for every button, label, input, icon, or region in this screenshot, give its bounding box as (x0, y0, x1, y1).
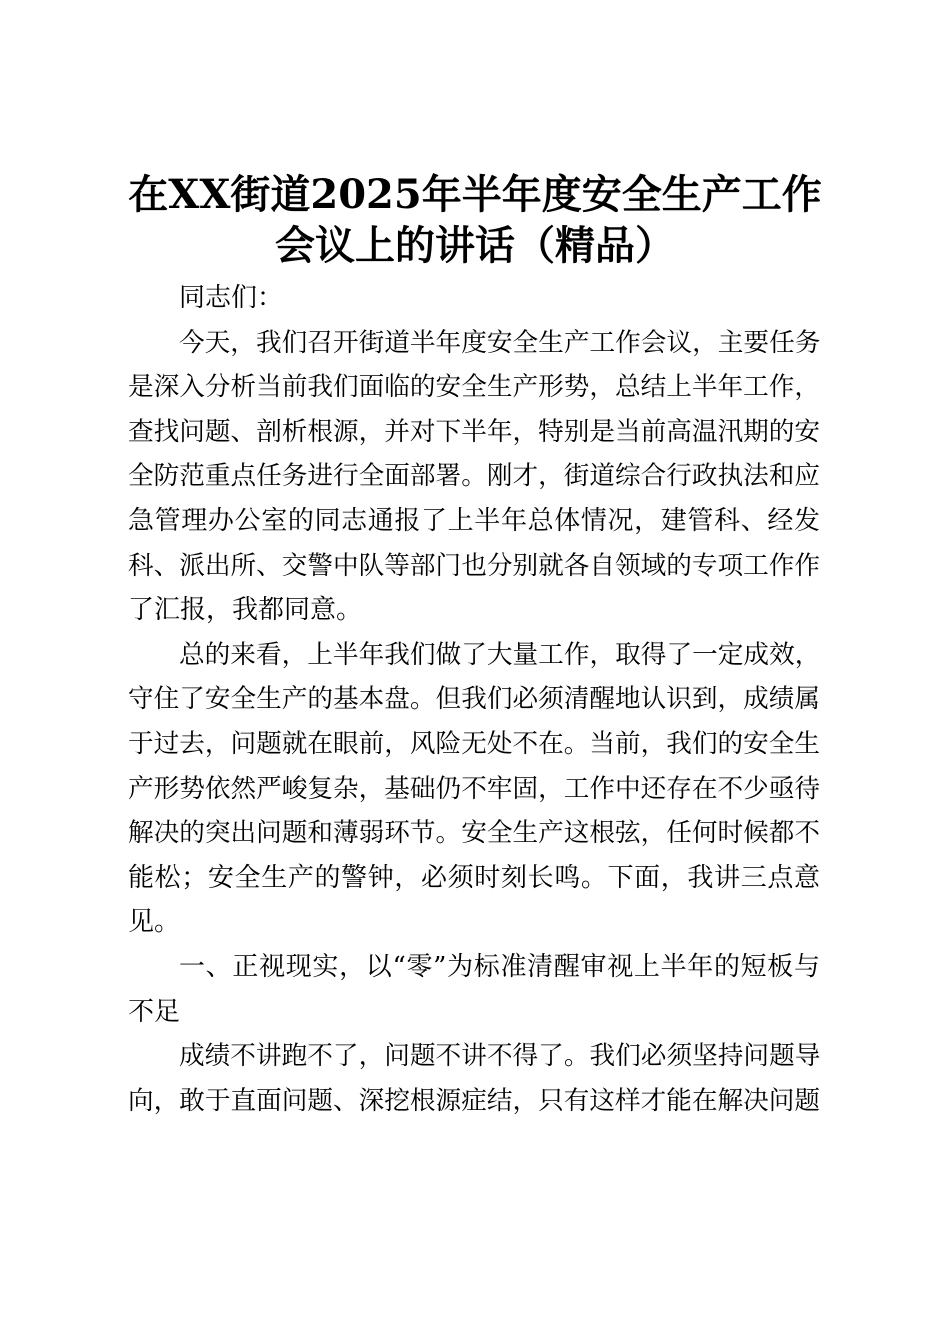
document-title-line-1: 在XX街道2025年半年度安全生产工作 (128, 171, 822, 218)
paragraph-1-line: 是深入分析当前我们面临的安全生产形势，总结上半年工作， (128, 372, 820, 403)
paragraph-3-line: 向，敢于直面问题、深挖根源症结，只有这样才能在解决问题 (128, 1085, 820, 1116)
section-heading-1-continued: 不足 (128, 996, 181, 1027)
paragraph-2-line: 于过去，问题就在眼前，风险无处不在。当前，我们的安全生 (128, 728, 820, 759)
paragraph-1-line: 科、派出所、交警中队等部门也分别就各自领域的专项工作作 (128, 550, 820, 581)
document-title-line-2: 会议上的讲话（精品） (275, 222, 675, 269)
paragraph-1-line: 急管理办公室的同志通报了上半年总体情况，建管科、经发 (128, 505, 820, 536)
paragraph-1-line: 查找问题、剖析根源，并对下半年，特别是当前高温汛期的安 (128, 416, 820, 447)
paragraph-2-line: 守住了安全生产的基本盘。但我们必须清醒地认识到，成绩属 (128, 684, 820, 715)
paragraph-2-line: 解决的突出问题和薄弱环节。安全生产这根弦，任何时候都不 (128, 818, 820, 849)
paragraph-1-line: 今天，我们召开街道半年度安全生产工作会议，主要任务 (179, 327, 821, 358)
paragraph-1-line: 了汇报，我都同意。 (128, 595, 363, 626)
paragraph-2-line: 见。 (128, 907, 181, 938)
paragraph-3-line: 成绩不讲跑不了，问题不讲不得了。我们必须坚持问题导 (179, 1041, 821, 1072)
paragraph-2-line: 总的来看，上半年我们做了大量工作，取得了一定成效， (179, 639, 821, 670)
salutation: 同志们： (179, 283, 284, 313)
document-body (128, 276, 820, 1123)
paragraph-2-line: 能松；安全生产的警钟，必须时刻长鸣。下面，我讲三点意 (128, 862, 820, 893)
section-heading-1: 一、正视现实，以“零”为标准清醒审视上半年的短板与 (179, 951, 820, 982)
paragraph-2-line: 产形势依然严峻复杂，基础仍不牢固，工作中还存在不少亟待 (128, 773, 820, 804)
paragraph-1-line: 全防范重点任务进行全面部署。刚才，街道综合行政执法和应 (128, 461, 820, 492)
